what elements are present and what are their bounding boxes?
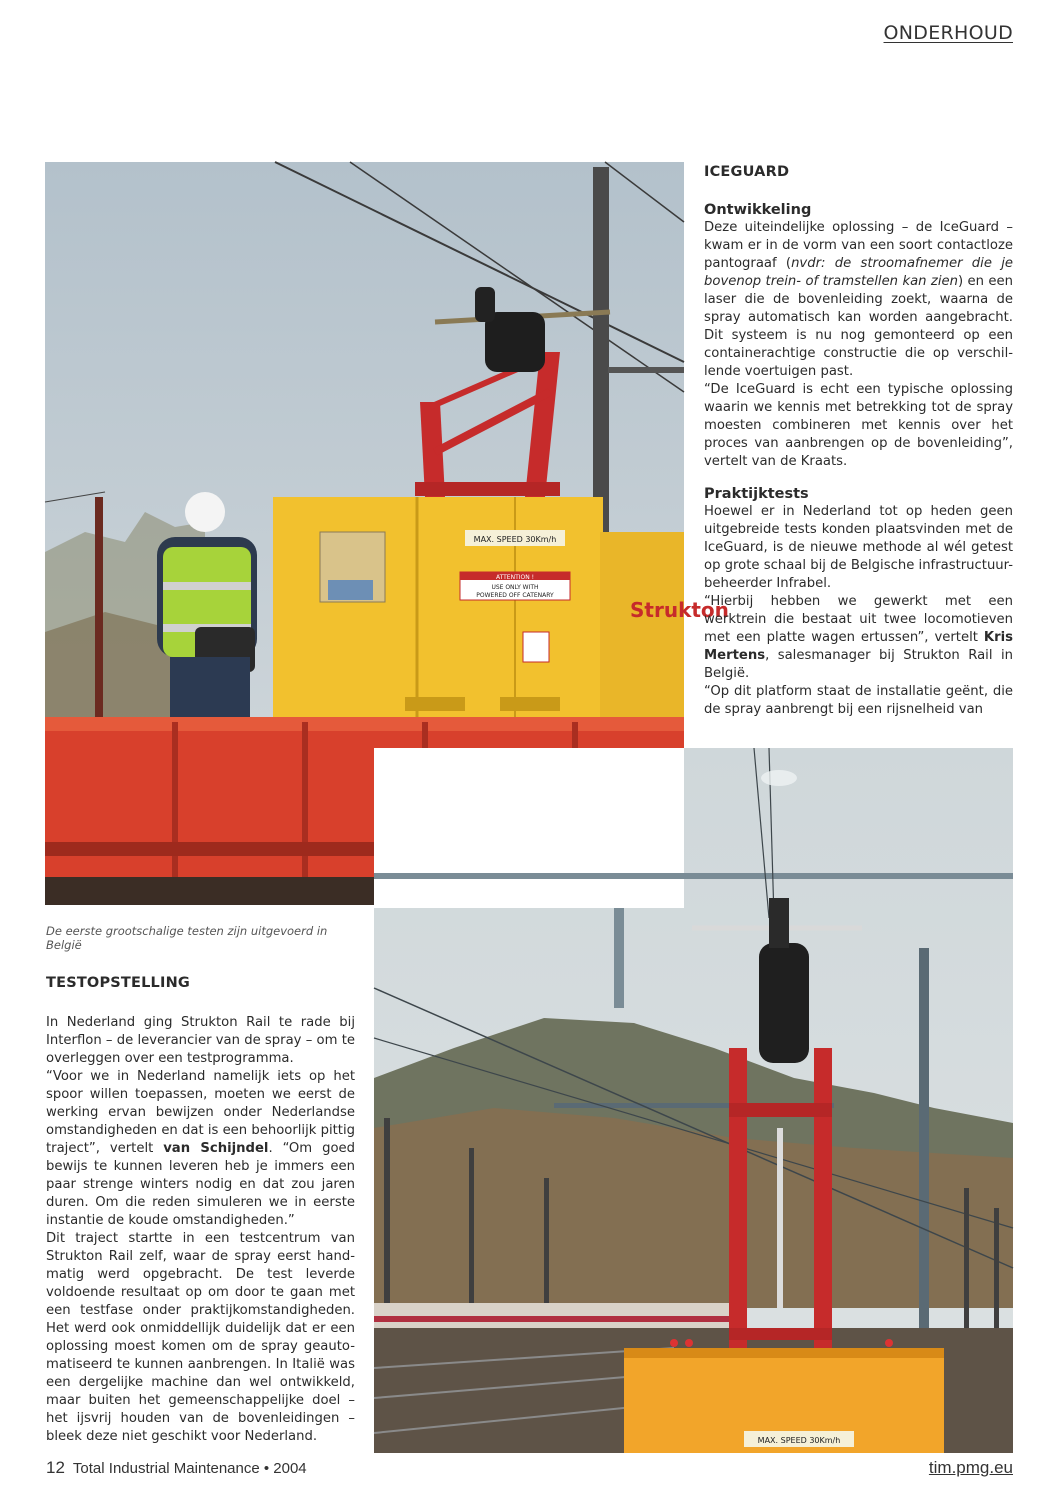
publication-name: Total Industrial Maintenance • 2004 — [72, 1460, 307, 1477]
paragraph-testprogramma: In Nederland ging Strukton Rail te rade bij Interflon – de leverancier van de spray – om te overleggen over een testprogramma. — [46, 1015, 355, 1066]
paragraph-werktrein — [704, 593, 1013, 683]
right-text-column — [704, 163, 1013, 719]
paragraph-ontwikkeling-text-a: Deze uiteindelijke oplossing – de IceGuard – kwam er in de vorm van een soort contactloze pantograaf ( — [704, 220, 1013, 271]
heading-iceguard: ICEGUARD — [704, 164, 790, 180]
heading-testopstelling: TESTOPSTELLING — [46, 975, 191, 991]
left-text-column — [46, 974, 355, 1446]
attention-sign-line2: POWERED OFF CATENARY — [476, 592, 554, 599]
section-label: ONDERHOUD — [883, 22, 1013, 44]
paragraph-ontwikkeling-text-b: ) en een laser die de bovenleiding zoekt, waarna de spray automatisch kan worden aangebracht. Dit systeem is nu nog gemonteerd op een containerachtige constructie die op verschil-lende voertuigen past. — [704, 274, 1013, 379]
paragraph-iceguard-quote: “De IceGuard is echt een typische oplossing waarin we kennis met betrekking tot de spray moesten combineren met kennis over het proces van aanbrengen op de bovenleiding”, vertelt van de Kraats. — [704, 382, 1013, 469]
page-number: 12 — [46, 1458, 65, 1477]
paragraph-praktijktests: Hoewel er in Nederland tot op heden geen uitgebreide tests konden plaatsvinden met de IceGuard, is de nieuwe methode al wél getest op grote schaal bij de Belgische infrastructuur-beheerder Infrabel. — [704, 504, 1013, 591]
paragraph-schijndel-text-a: “Voor we in Nederland namelijk iets op het spoor willen toepassen, moeten we eerst de werking ervan bewijzen onder Nederlandse omstandigheden en dat is een behoorlijk pittig traject”, vertelt — [46, 1069, 355, 1156]
paragraph-platform: “Op dit platform staat de installatie geënt, die de spray aanbrengt bij een rijsnelheid van — [704, 684, 1013, 717]
website-link[interactable]: tim.pmg.eu — [928, 1458, 1013, 1477]
paragraph-ontwikkeling — [704, 219, 1013, 381]
speed-sign-text-2: MAX. SPEED 30Km/h — [757, 1436, 841, 1445]
paragraph-schijndel-text-b: . “Om goed bewijs te kunnen leveren heb je immers een paar strenge winters nodig en dat zou jaren duren. Om die reden simuleren we in eerste instantie de koude omstandigheden.” — [46, 1141, 355, 1228]
strukton-logo-text: Strukton — [630, 598, 729, 622]
person-name-mertens: Kris Mertens — [704, 630, 1013, 663]
paragraph-werktrein-text-a: “Hierbij hebben we gewerkt met een werktrein die bestaat uit twee locomotieven met een platte wagen ertussen”, vertelt — [704, 594, 1013, 645]
paragraph-ontwikkeling-note: nvdr: de stroomafnemer die je bovenop trein- of tramstellen kan zien — [704, 256, 1014, 289]
speed-sign-text: MAX. SPEED 30Km/h — [473, 535, 557, 544]
person-name-schijndel: van Schijndel — [163, 1141, 269, 1156]
attention-sign-line1: USE ONLY WITH — [491, 584, 539, 591]
paragraph-testcentrum: Dit traject startte in een testcentrum van Strukton Rail zelf, waar de spray eerst hand-matig werd opgebracht. De test leverde voldoende resultaat op om door te gaan met een testfase onder praktijkomstandigheden. Het werd ook onmiddellijk duidelijk dat er een oplossing moest komen om de spray geauto-matiseerd te kunnen aanbrengen. In Italië was een dergelijke machine dan wel ontwikkeld, maar buiten het gemeenschappelijke doel – het ijsvrij houden van de bovenleidingen – bleek deze niet geschikt voor Nederland. — [46, 1231, 355, 1444]
attention-sign-title: ATTENTION ! — [495, 574, 535, 581]
photo-iceguard-railyard-image — [374, 748, 1013, 1453]
paragraph-schijndel-quote — [46, 1068, 355, 1230]
subheading-praktijktests: Praktijktests — [704, 486, 809, 502]
photo-caption: De eerste grootschalige testen zijn uitgevoerd in België — [46, 924, 328, 952]
paragraph-werktrein-text-b: , salesmanager bij Strukton Rail in België. — [704, 648, 1013, 681]
subheading-ontwikkeling: Ontwikkeling — [704, 202, 812, 218]
photo-iceguard-railyard — [374, 748, 1013, 1453]
footer-publication — [46, 1458, 307, 1478]
